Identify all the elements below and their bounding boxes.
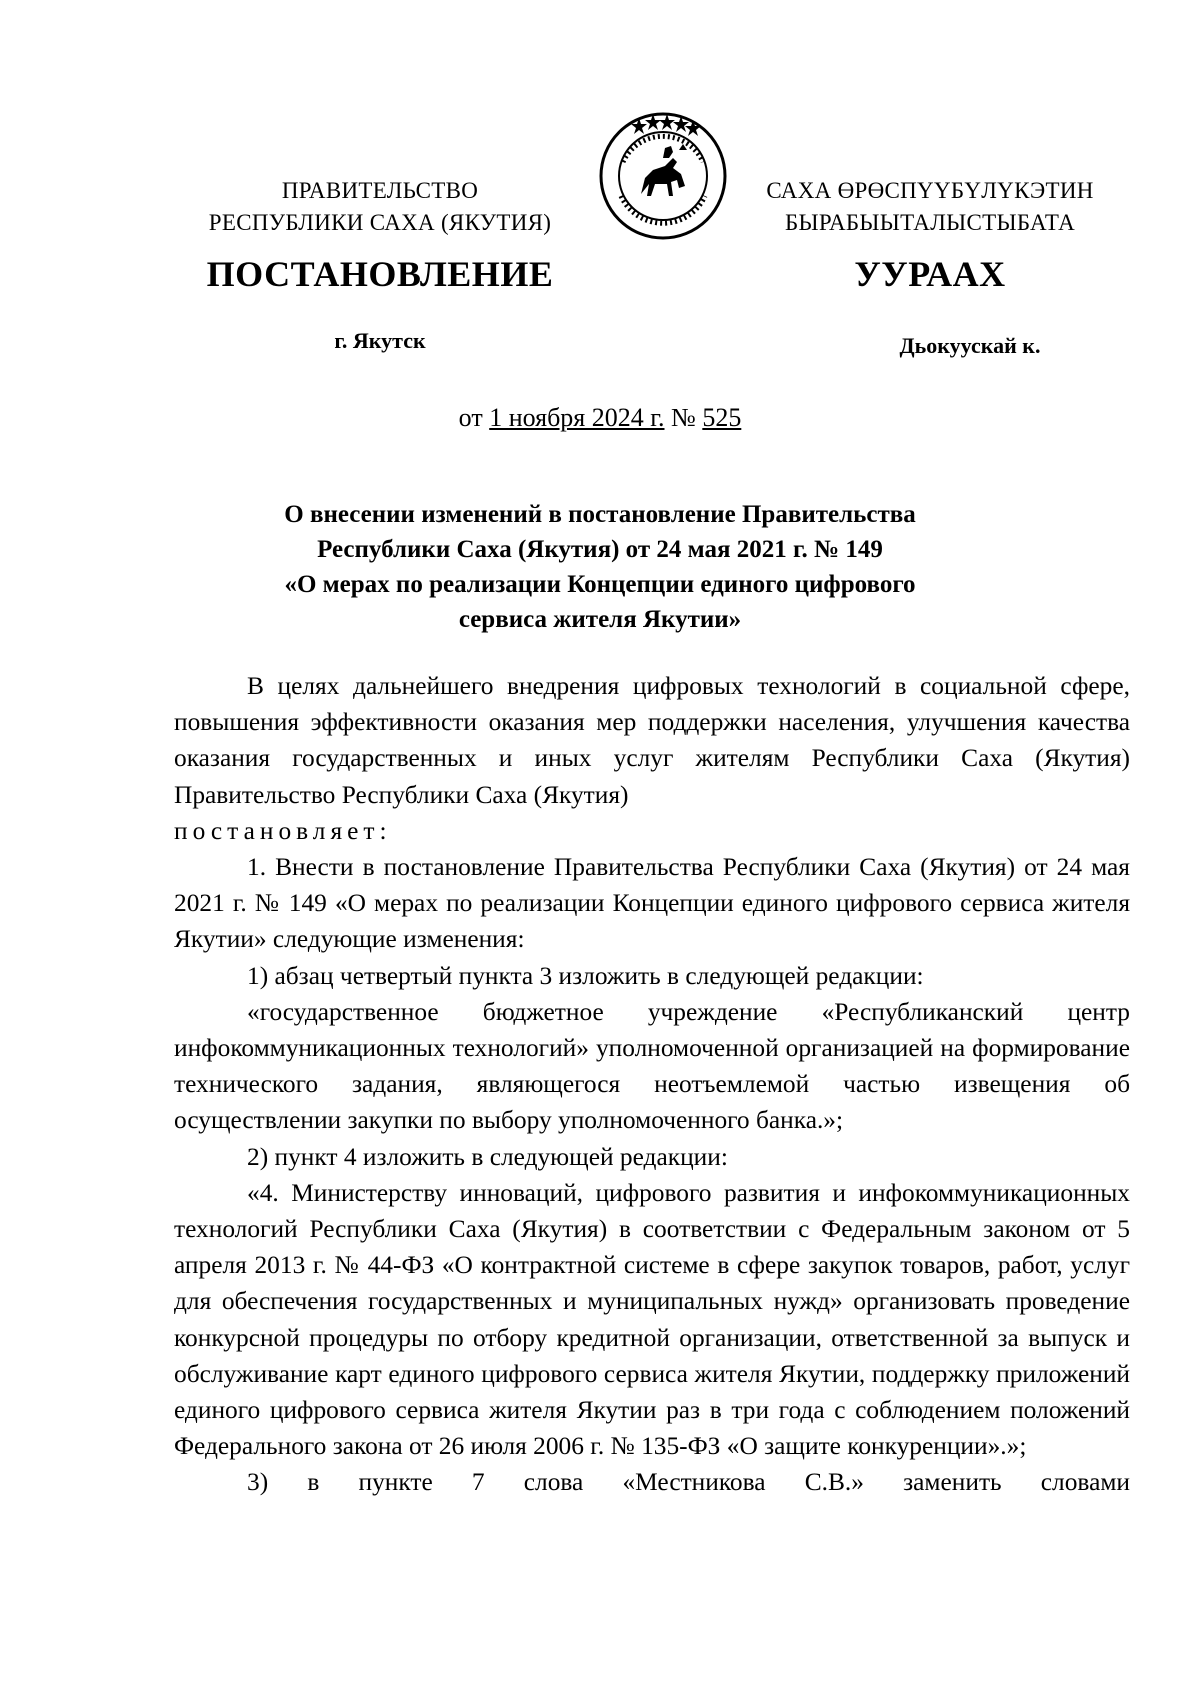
number-sign: № — [671, 403, 696, 432]
item-1-3-paragraph: 3) в пункте 7 слова «Местникова С.В.» заменить словами — [247, 1468, 1130, 1497]
item-1-paragraph: 1. Внести в постановление Правительства Республики Саха (Якутия) от 24 мая 2021 г. № 149 «О мерах по реализации Концепции единого цифрового сервиса жителя Якутии» следующие изменения: — [174, 853, 1130, 954]
government-name-sakha-line-2: БЫРАБЫЫТАЛЫСТЫБАТА — [784, 210, 1076, 235]
document-body — [174, 668, 1130, 1501]
item-1-1-text-paragraph: «государственное бюджетное учреждение «Республиканский центр инфокоммуникационных технологий» уполномоченной организацией на формирование технического задания, являющегося неотъемлемой частью извещения об осуществлении закупки по выбору уполномоченного банка.»; — [174, 997, 1130, 1135]
document-type-sakha: УУРААХ — [854, 254, 1006, 294]
date-prefix: от — [458, 403, 483, 432]
government-name-line-2: РЕСПУБЛИКИ САХА (ЯКУТИЯ) — [208, 210, 552, 235]
document-number: 525 — [702, 403, 742, 432]
title-line-2: Республики Саха (Якутия) от 24 мая 2021 г. № 149 — [317, 536, 883, 563]
coat-of-arms-sakha-icon — [593, 104, 733, 244]
decree-word: постановляет: — [174, 816, 392, 845]
government-name-sakha-line-1: САХА ӨРӨСПҮҮБҮЛҮКЭТИН — [766, 178, 1094, 203]
title-line-1: О внесении изменений в постановление Правительства — [284, 501, 916, 528]
government-name-line-1: ПРАВИТЕЛЬСТВО — [281, 178, 479, 203]
title-line-3: «О мерах по реализации Концепции единого цифрового — [284, 571, 916, 598]
city-sakha: Дьокуускай к. — [899, 333, 1041, 358]
government-name-sakha — [740, 175, 1120, 239]
intro-paragraph: В целях дальнейшего внедрения цифровых технологий в социальной сфере, повышения эффективности оказания мер поддержки населения, улучшения качества оказания государственных и иных услуг жителям Республики Саха (Якутия) Правительство Республики Саха (Якутия) — [174, 672, 1130, 809]
item-1-1-paragraph: 1) абзац четвертый пункта 3 изложить в следующей редакции: — [247, 961, 924, 990]
document-date-number — [300, 403, 900, 433]
government-name-russian — [180, 175, 580, 239]
document-type-russian: ПОСТАНОВЛЕНИЕ — [206, 254, 554, 294]
document-date: 1 ноября 2024 г. — [489, 403, 665, 432]
document-title — [180, 497, 1020, 637]
city-russian: г. Якутск — [334, 328, 426, 353]
title-line-4: сервиса жителя Якутии» — [458, 606, 742, 633]
item-1-2-text-paragraph: «4. Министерству инноваций, цифрового развития и инфокоммуникационных технологий Республики Саха (Якутия) в соответствии с Федеральным законом от 5 апреля 2013 г. № 44-ФЗ «О контрактной системе в сфере закупок товаров, работ, услуг для обеспечения государственных и муниципальных нужд» организовать проведение конкурсной процедуры по отбору кредитной организации, ответственной за выпуск и обслуживание карт единого цифрового сервиса жителя Якутии, поддержку приложений единого цифрового сервиса жителя Якутии раз в три года с соблюдением положений Федерального закона от 26 июля 2006 г. № 135-ФЗ «О защите конкуренции».»; — [174, 1178, 1130, 1461]
item-1-2-paragraph: 2) пункт 4 изложить в следующей редакции: — [247, 1142, 728, 1171]
